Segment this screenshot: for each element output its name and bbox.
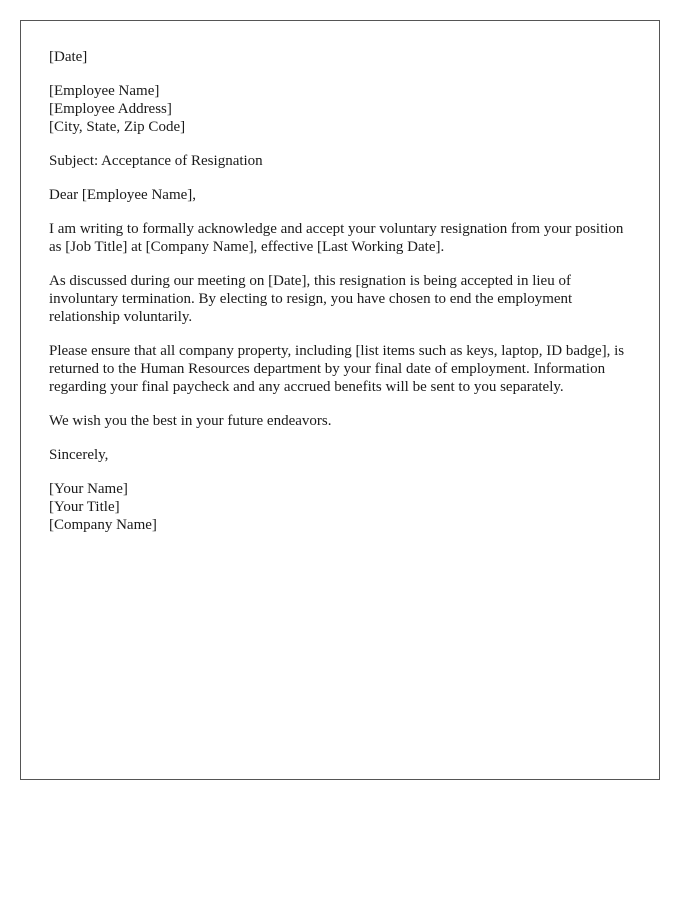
signature-name: [Your Name] xyxy=(49,481,128,497)
letter-date: [Date] xyxy=(49,49,88,65)
subject-block xyxy=(49,152,635,170)
letter-date-block xyxy=(49,48,635,66)
recipient-address: [Employee Address] xyxy=(49,101,172,117)
closing-block xyxy=(49,446,635,464)
signature-title: [Your Title] xyxy=(49,499,120,515)
letter-closing: Sincerely, xyxy=(49,447,109,463)
signature-block xyxy=(49,480,635,534)
body-paragraph-acceptance: I am writing to formally acknowledge and accept your voluntary resignation from your position as [Job Title] at [Company Name], effective [Last Working Date]. xyxy=(49,221,624,255)
body-paragraph-property: Please ensure that all company property, including [list items such as keys, laptop, ID badge], is returned to the Human Resources department by your final date of employment. Information regarding your final paycheck and any accrued benefits will be sent to you separately. xyxy=(49,343,625,395)
recipient-city-state-zip: [City, State, Zip Code] xyxy=(49,119,186,135)
salutation-block xyxy=(49,186,635,204)
letter-subject: Subject: Acceptance of Resignation xyxy=(49,153,263,169)
body-paragraph-wishes: We wish you the best in your future endeavors. xyxy=(49,413,332,429)
body-paragraph-termination: As discussed during our meeting on [Date], this resignation is being accepted in lieu of involuntary termination. By electing to resign, you have chosen to end the employment relationship voluntarily. xyxy=(49,273,573,325)
recipient-block xyxy=(49,82,635,136)
recipient-name: [Employee Name] xyxy=(49,83,160,99)
letter-salutation: Dear [Employee Name], xyxy=(49,187,197,203)
letter-body xyxy=(49,48,635,550)
letter-page xyxy=(20,20,660,780)
signature-company: [Company Name] xyxy=(49,517,157,533)
